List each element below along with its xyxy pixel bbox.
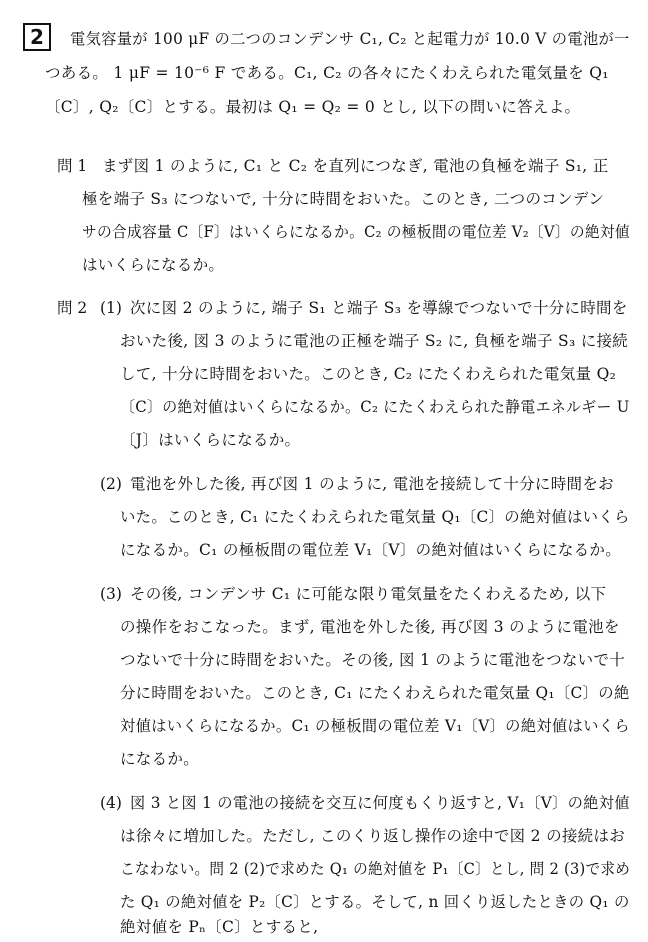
q2-p1-line-3: して, 十分に時間をおいた。このとき, C₂ にたくわえられた電気量 Q₂ [120, 365, 617, 383]
q1-line-4: はいくらになるか。 [82, 256, 225, 274]
intro-line-3: 〔C〕, Q₂〔C〕とする。最初は Q₁ = Q₂ = 0 とし, 以下の問いに答えよ。 [45, 98, 581, 116]
q2-p1-line-2: おいた後, 図 3 のように電池の正極を端子 S₂ に, 負極を端子 S₃ に接続 [120, 332, 629, 350]
q2-p2-line-2: いた。このとき, C₁ にたくわえられた電気量 Q₁〔C〕の絶対値はいくら [120, 508, 630, 526]
intro-line-2: つある。 1 μF = 10⁻⁶ F である。C₁, C₂ の各々にたくわえられた電気量を Q₁ [45, 64, 609, 82]
intro-line-1: 電気容量が 100 μF の二つのコンデンサ C₁, C₂ と起電力が 10.0 V の電池が一 [70, 30, 630, 48]
q2-p4-line-5: 絶対値を Pₙ〔C〕とすると, [120, 918, 319, 936]
q2-p2-line-1: 電池を外した後, 再び図 1 のように, 電池を接続して十分に時間をお [130, 475, 614, 493]
q2-p4-line-3: こなわない。問 2 (2)で求めた Q₁ の絶対値を P₁〔C〕とし, 問 2 (3)で求め [120, 860, 631, 878]
q1-label: 問 1 [57, 157, 88, 175]
q2-p1-line-1: 次に図 2 のように, 端子 S₁ と端子 S₃ を導線でつないで十分に時間を [130, 299, 628, 317]
q2-p1-line-5: 〔J〕はいくらになるか。 [120, 431, 301, 449]
q2-p3-label: (3) [100, 585, 122, 603]
q1-line-3: サの合成容量 C〔F〕はいくらになるか。C₂ の極板間の電位差 V₂〔V〕の絶対値 [82, 223, 630, 241]
q2-p3-line-2: の操作をおこなった。まず, 電池を外した後, 再び図 3 のように電池を [120, 618, 620, 636]
q2-p4-line-4: た Q₁ の絶対値を P₂〔C〕とする。そして, n 回くり返したときの Q₁ の [120, 893, 630, 911]
q2-p3-line-1: その後, コンデンサ C₁ に可能な限り電気量をたくわえるため, 以下 [130, 585, 607, 603]
problem-number-box [23, 23, 51, 51]
q2-p2-line-3: になるか。C₁ の極板間の電位差 V₁〔V〕の絶対値はいくらになるか。 [120, 541, 622, 559]
q2-p3-line-6: になるか。 [120, 750, 200, 768]
q2-p1-label: (1) [100, 299, 122, 317]
q2-p4-label: (4) [100, 794, 122, 812]
q2-p4-line-1: 図 3 と図 1 の電池の接続を交互に何度もくり返すと, V₁〔V〕の絶対値 [130, 794, 630, 812]
q2-p2-label: (2) [100, 475, 122, 493]
q2-p1-line-4: 〔C〕の絶対値はいくらになるか。C₂ にたくわえられた静電エネルギー U [120, 398, 630, 416]
q2-p3-line-4: 分に時間をおいた。このとき, C₁ にたくわえられた電気量 Q₁〔C〕の絶 [120, 684, 630, 702]
q1-line-1: まず図 1 のように, C₁ と C₂ を直列につなぎ, 電池の負極を端子 S₁, 正 [102, 157, 609, 175]
q2-p3-line-5: 対値はいくらになるか。C₁ の極板間の電位差 V₁〔V〕の絶対値はいくら [120, 717, 630, 735]
problem-number: 2 [30, 25, 44, 49]
q2-p3-line-3: つないで十分に時間をおいた。その後, 図 1 のように電池をつないで十 [120, 651, 626, 669]
q2-label: 問 2 [57, 299, 88, 317]
q2-p4-line-2: は徐々に増加した。ただし, このくり返し操作の途中で図 2 の接続はお [120, 827, 626, 845]
q1-line-2: 極を端子 S₃ につないで, 十分に時間をおいた。このとき, 二つのコンデン [82, 190, 605, 208]
